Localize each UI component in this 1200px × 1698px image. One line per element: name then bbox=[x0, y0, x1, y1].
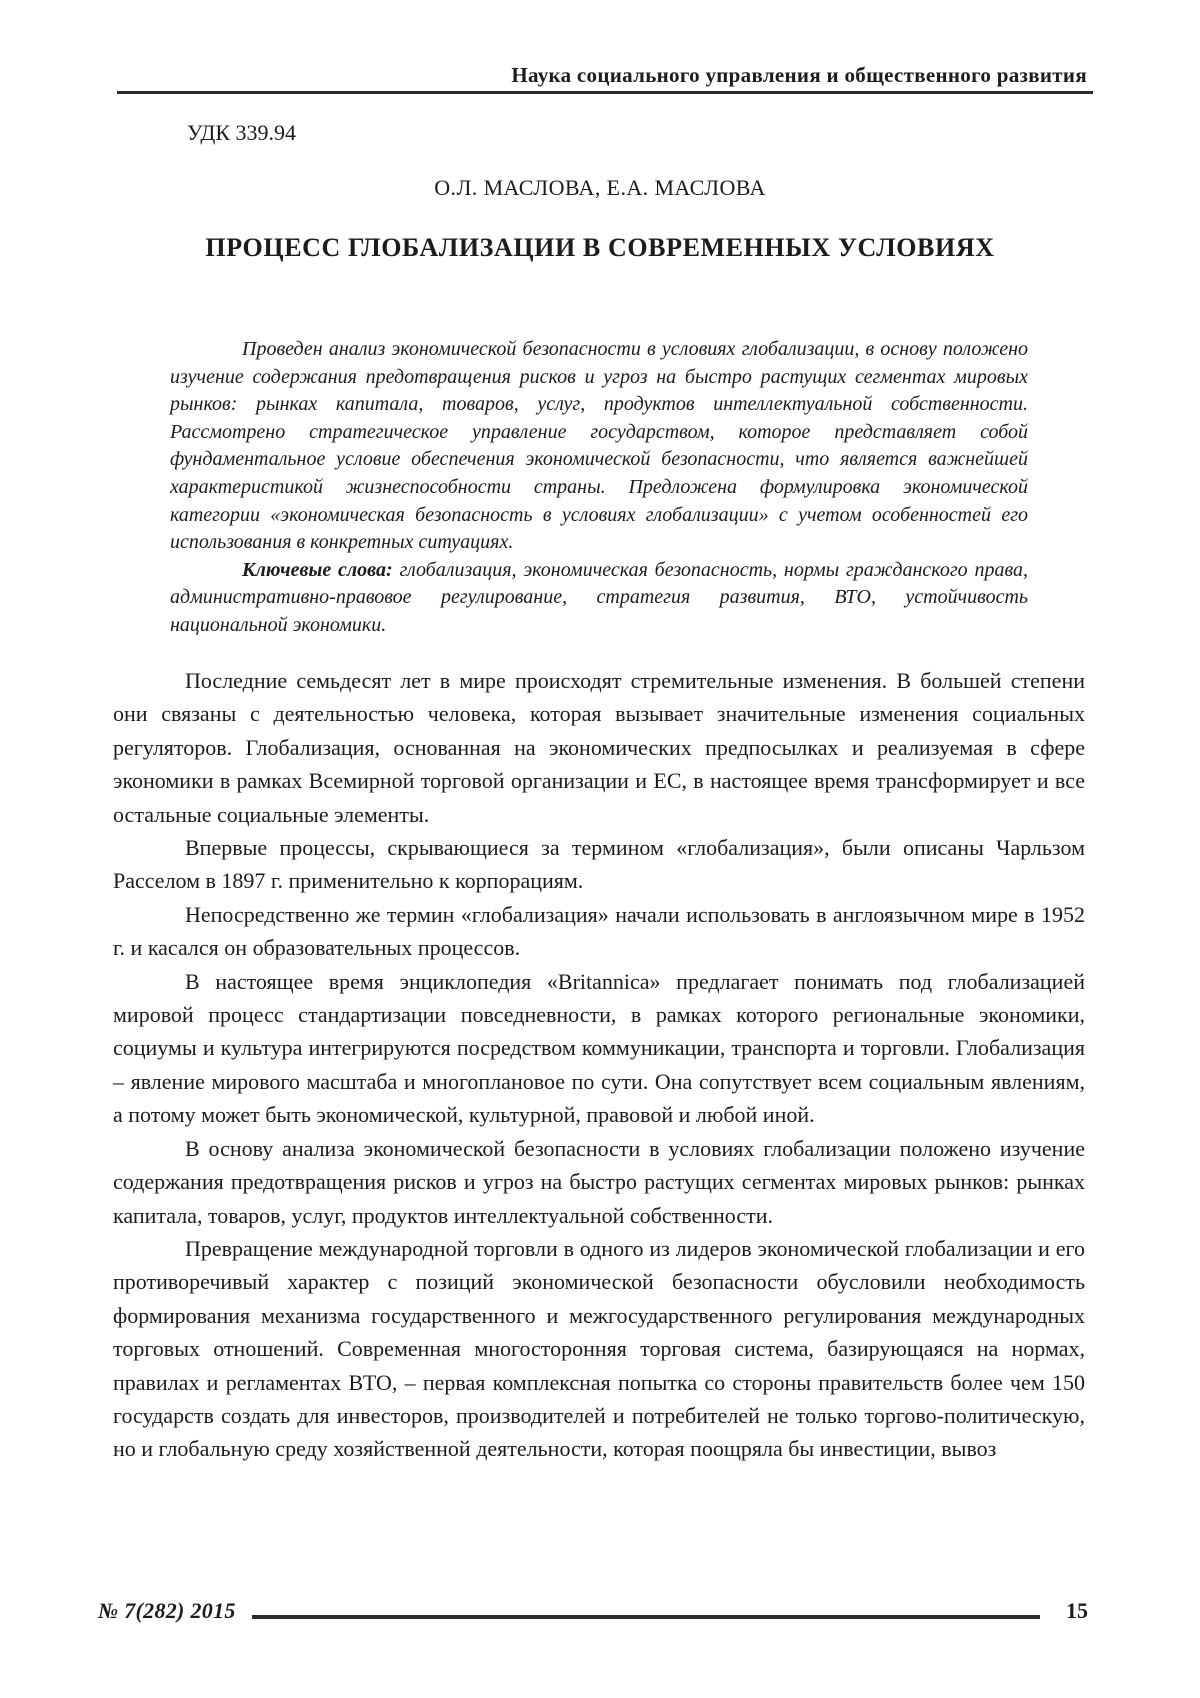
keywords-text: глобализация, экономическая безопасность, нормы гражданского права, административно-правовое регулирование, стратегия развития, ВТО, устойчивость национальной экономики. bbox=[170, 558, 1029, 636]
keywords-paragraph bbox=[170, 557, 1028, 640]
udc-code: УДК 339.94 bbox=[187, 120, 297, 145]
body-paragraph-5: В основу анализа экономической безопасности в условиях глобализации положено изучение содержания предотвращения рисков и угроз на быстро растущих сегментах мировых рынков: рынках капитала, товаров, услуг, продуктов интеллектуальной собственности. bbox=[113, 1135, 1085, 1228]
running-header bbox=[117, 62, 1093, 94]
page-footer bbox=[98, 1598, 1088, 1624]
page-number: 15 bbox=[1066, 1598, 1088, 1623]
keywords-label: Ключевые слова: bbox=[242, 558, 393, 581]
footer-rule bbox=[252, 1615, 1040, 1619]
article-body bbox=[113, 664, 1085, 1466]
journal-section-title: Наука социального управления и общественного развития bbox=[511, 63, 1087, 87]
annotation-block bbox=[170, 336, 1028, 640]
body-paragraph-3: Непосредственно же термин «глобализация» начали использовать в англоязычном мире в 1952 г. и касался он образовательных процессов. bbox=[113, 901, 1085, 961]
issue-label: № 7(282) 2015 bbox=[98, 1598, 236, 1623]
body-paragraph-1: Последние семьдесят лет в мире происходят стремительные изменения. В большей степени они связаны с деятельностью человека, которая вызывает значительные изменения социальных регуляторов. Глобализация, основанная на экономических предпосылках и реализуемая в сфере экономики в рамках Всемирной торговой организации и ЕС, в настоящее время трансформирует и все остальные социальные элементы. bbox=[113, 668, 1085, 827]
abstract-paragraph: Проведен анализ экономической безопасности в условиях глобализации, в основу положено изучение содержания предотвращения рисков и угроз на быстро растущих сегментах мировых рынков: рынках капитала, товаров, услуг, продуктов интеллектуальной собственности. Рассмотрено стратегическое управление государством, которое представляет собой фундаментальное условие обеспечения экономической безопасности, что является важнейшей характеристикой жизнеспособности страны. Предложена формулировка экономической категории «экономическая безопасность в условиях глобализации» с учетом особенностей его использования в конкретных ситуациях. bbox=[170, 338, 1028, 554]
body-paragraph-2: Впервые процессы, скрывающиеся за термином «глобализация», были описаны Чарльзом Расселом в 1897 г. применительно к корпорациям. bbox=[113, 835, 1085, 894]
body-paragraph-4: В настоящее время энциклопедия «Britannica» предлагает понимать под глобализацией мировой процесс стандартизации повседневности, в рамках которого региональные экономики, социумы и культура интегрируются посредством коммуникации, транспорта и торговли. Глобализация – явление мирового масштаба и многоплановое по сути. Она сопутствует всем социальным явлениям, а потому может быть экономической, культурной, правовой и любой иной. bbox=[113, 968, 1085, 1128]
article-title: ПРОЦЕСС ГЛОБАЛИЗАЦИИ В СОВРЕМЕННЫХ УСЛОВИЯХ bbox=[205, 233, 995, 262]
article-authors: О.Л. МАСЛОВА, Е.А. МАСЛОВА bbox=[434, 175, 766, 200]
body-paragraph-6: Превращение международной торговли в одного из лидеров экономической глобализации и его противоречивый характер с позиций экономической безопасности обусловили необходимость формирования механизма государственного и межгосударственного регулирования международных торговых отношений. Современная многосторонняя торговая система, базирующаяся на нормах, правилах и регламентах ВТО, – первая комплексная попытка со стороны правительств более чем 150 государств создать для инвесторов, производителей и потребителей не только торгово-политическую, но и глобальную среду хозяйственной деятельности, которая поощряла бы инвестиции, вывоз bbox=[113, 1235, 1085, 1462]
